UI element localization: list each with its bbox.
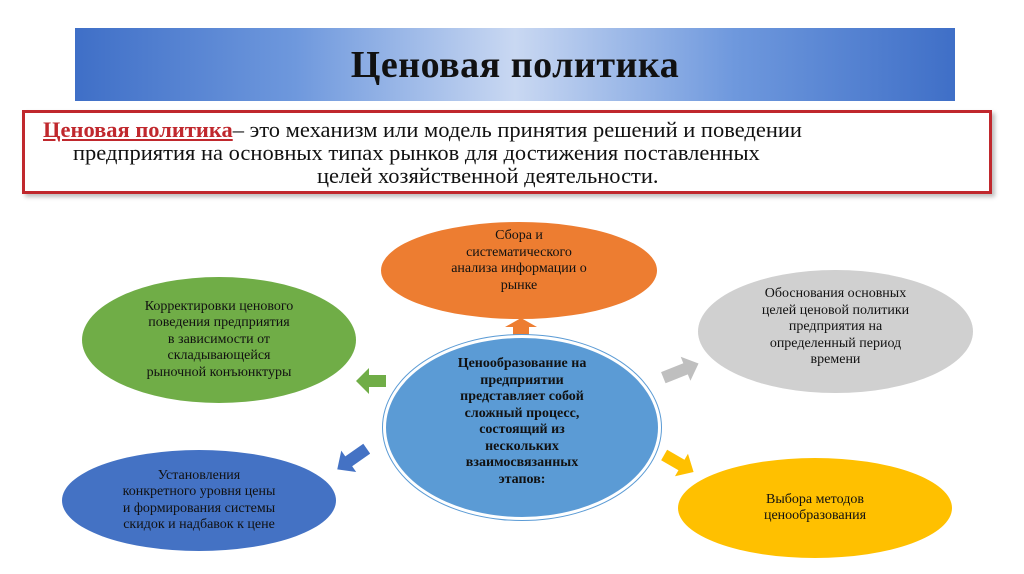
- stage-right-line: Обоснования основных: [764, 286, 907, 301]
- stage-bottom-left-line: Установления: [157, 467, 241, 483]
- stage-left-ellipse: [82, 277, 356, 403]
- arrow-up-icon: [505, 318, 537, 336]
- stage-right-line: определенный период: [769, 335, 902, 351]
- stage-right-line: времени: [810, 352, 861, 367]
- stage-bottom-left-ellipse: [62, 450, 336, 551]
- stage-bottom-left-line: и формирования системы: [122, 500, 276, 516]
- stage-bottom-right-ellipse: [678, 458, 952, 558]
- stage-right-ellipse: [698, 270, 973, 393]
- stage-right-line: целей ценовой политики: [761, 302, 910, 318]
- title-banner: [75, 28, 955, 101]
- center-line: предприятии: [480, 372, 564, 388]
- stage-left-line: поведения предприятия: [148, 315, 290, 331]
- arrow-down-left-icon: [334, 442, 370, 476]
- center-line: сложный процесс,: [464, 405, 580, 421]
- stage-top-line: анализа информации о: [451, 261, 587, 276]
- center-line: нескольких: [485, 438, 559, 454]
- stage-bottom-left-line: конкретного уровня цены: [122, 484, 276, 499]
- stage-left-line: складывающейся: [167, 348, 271, 364]
- definition-line-1: [43, 118, 802, 142]
- stage-top-ellipse: [381, 222, 657, 319]
- stage-bottom-right-line: ценообразования: [763, 508, 867, 523]
- arrow-down-right-icon: [660, 446, 696, 480]
- center-line: состоящий из: [479, 422, 565, 437]
- stage-left-line: Корректировки ценового: [144, 298, 294, 314]
- definition-term: Ценовая политика: [43, 117, 233, 142]
- stage-left-line: в зависимости от: [167, 331, 271, 347]
- definition-line-2: предприятия на основных типах рынков для достижения поставленных: [73, 140, 760, 165]
- definition-box: [22, 110, 992, 194]
- center-line: этапов:: [498, 471, 546, 487]
- stage-bottom-left-line: скидок и надбавок к цене: [123, 517, 275, 532]
- stage-top-line: рынке: [500, 277, 538, 293]
- definition-line-3: целей хозяйственной деятельности.: [317, 163, 659, 188]
- definition-text-1: – это механизм или модель принятия решений и поведении: [232, 117, 802, 142]
- page-title: Ценовая политика: [350, 43, 680, 86]
- arrow-right-icon: [660, 355, 700, 387]
- arrow-left-icon: [356, 368, 386, 394]
- center-line: представляет собой: [460, 389, 584, 404]
- stage-left-line: рыночной конъюнктуры: [146, 364, 292, 380]
- stage-top-line: систематического: [466, 244, 572, 260]
- center-ellipse: [383, 335, 661, 520]
- stage-right-line: предприятия на: [788, 319, 883, 334]
- center-line: Ценообразование на: [457, 356, 587, 371]
- center-line: взаимосвязанных: [465, 455, 579, 470]
- stage-bottom-right-line: Выбора методов: [766, 491, 864, 507]
- stage-top-line: Сбора и: [495, 228, 543, 243]
